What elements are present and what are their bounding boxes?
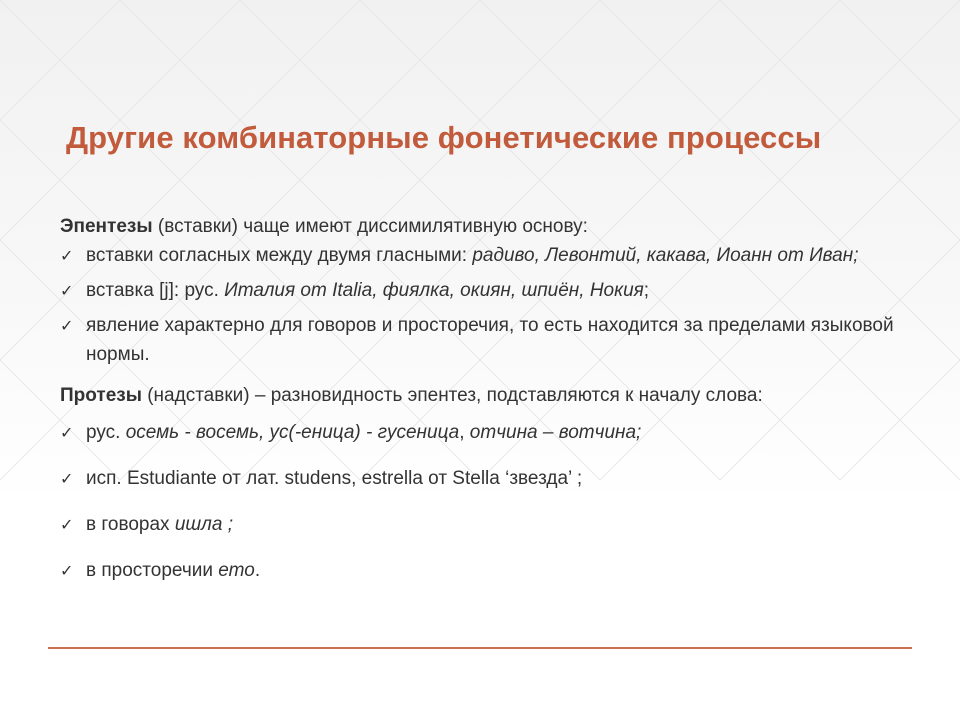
slide-content: [60, 212, 900, 585]
bullet-examples: радиво, Левонтий, какава, Иоанн от Иван;: [472, 245, 859, 266]
bullet-text: исп. Estudiante от лат. studens, estrella от Stella ‘звезда’ ;: [86, 468, 583, 489]
checkmark-icon: ✓: [60, 423, 74, 442]
epenthesis-intro: [60, 212, 900, 241]
checkmark-icon: ✓: [60, 515, 74, 534]
list-item: [60, 464, 900, 493]
prosthesis-intro: [60, 381, 900, 410]
slide-title: Другие комбинаторные фонетические процессы: [66, 120, 822, 155]
prosthesis-term: Протезы: [60, 385, 142, 406]
epenthesis-term: Эпентезы: [60, 216, 153, 237]
checkmark-icon: ✓: [60, 316, 74, 335]
bullet-text: в говорах: [86, 514, 175, 535]
list-item: [60, 276, 900, 305]
bullet-text: рус.: [86, 422, 126, 443]
bullet-text: вставка [j]: рус.: [86, 280, 225, 301]
epenthesis-definition: (вставки) чаще имеют диссимилятивную основу:: [152, 216, 588, 237]
bullet-punctuation: ;: [643, 280, 650, 301]
bullet-examples: осемь - восемь, ус(-еница) - гусеница: [125, 422, 460, 443]
checkmark-icon: ✓: [60, 246, 74, 265]
bullet-examples: ето: [218, 560, 255, 581]
bullet-examples: Италия от Italia, фиялка, окиян, шпиён, Нокия: [224, 280, 644, 301]
list-item: [60, 556, 900, 585]
list-item: [60, 241, 900, 270]
bullet-examples-2: отчина – вотчина;: [469, 422, 642, 443]
list-item: [60, 311, 900, 369]
list-item: [60, 418, 900, 447]
bullet-punctuation: .: [254, 560, 261, 581]
list-item: [60, 510, 900, 539]
bottom-divider: [48, 647, 912, 649]
bullet-punctuation: ,: [459, 422, 470, 443]
bullet-text: явление характерно для говоров и просторечия, то есть находится за пределами языковой нормы.: [86, 315, 894, 365]
bullet-text: вставки согласных между двумя гласными:: [86, 245, 473, 266]
checkmark-icon: ✓: [60, 469, 74, 488]
prosthesis-definition: (надставки) – разновидность эпентез, подставляются к началу слова:: [141, 385, 763, 406]
bullet-examples: ишла ;: [174, 514, 233, 535]
bullet-text: в просторечии: [86, 560, 219, 581]
checkmark-icon: ✓: [60, 281, 74, 300]
checkmark-icon: ✓: [60, 561, 74, 580]
